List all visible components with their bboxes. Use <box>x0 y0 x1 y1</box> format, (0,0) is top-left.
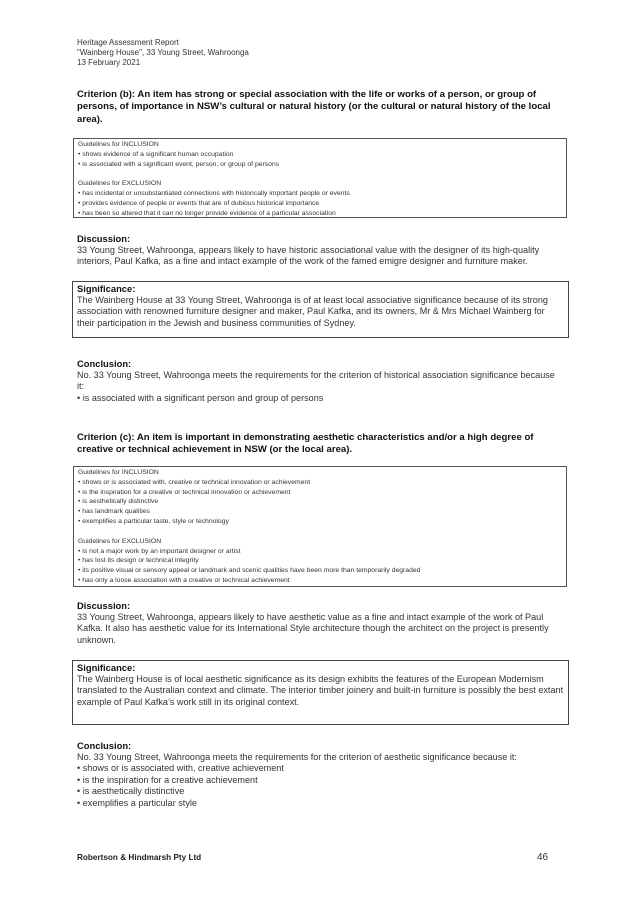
page-number: 46 <box>537 852 549 863</box>
list-item: • is aesthetically distinctive <box>78 497 563 507</box>
list-item: • shows or is associated with, creative or technical innovation or achievement <box>78 478 563 488</box>
list-item: • has only a loose association with a creative or technical achievement <box>78 576 563 586</box>
list-item: • has been so altered that it can no longer provide evidence of a particular association <box>78 209 563 219</box>
inclusion-list <box>78 478 563 527</box>
list-item: • its positive visual or sensory appeal or landmark and scenic qualities have been more than temporarily degraded <box>78 566 563 576</box>
list-item: • is the inspiration for a creative or technical innovation or achievement <box>78 488 563 498</box>
conclusion-text: No. 33 Young Street, Wahroonga meets the requirements for the criterion of aesthetic significance because it: <box>77 751 517 762</box>
list-item: • exemplifies a particular style <box>77 798 563 810</box>
list-item: • has incidental or unsubstantiated connections with historically important people or events <box>78 189 563 199</box>
conclusion-title: Conclusion: <box>77 358 132 369</box>
list-item: • is the inspiration for a creative achievement <box>77 775 563 787</box>
criterion-c-heading: Criterion (c): An item is important in demonstrating aesthetic characteristics and/or a high degree of creative or technical achievement in NSW (or the local area). <box>77 432 534 456</box>
criterion-c-guidelines-box <box>73 466 567 587</box>
running-header <box>77 38 249 68</box>
conclusion-list <box>77 763 563 809</box>
list-item: • exemplifies a particular taste, style or technology <box>78 517 563 527</box>
inclusion-list <box>78 150 563 170</box>
criterion-c-conclusion <box>77 740 563 810</box>
list-item: • is associated with a significant event, person, or group of persons <box>78 160 563 170</box>
criterion-c-significance-box <box>72 660 569 725</box>
exclusion-title: Guidelines for EXCLUSION <box>78 180 162 188</box>
criterion-b-significance-box <box>72 281 569 338</box>
exclusion-list <box>78 547 563 586</box>
criterion-c-discussion <box>77 600 563 646</box>
list-item: • shows or is associated with, creative achievement <box>77 763 563 775</box>
conclusion-title: Conclusion: <box>77 740 132 751</box>
list-item: • shows evidence of a significant human occupation <box>78 150 563 160</box>
criterion-b-conclusion <box>77 358 563 404</box>
header-report-title: Heritage Assessment Report <box>77 38 179 47</box>
discussion-title: Discussion: <box>77 233 131 244</box>
exclusion-list <box>78 189 563 218</box>
list-item: • is associated with a significant person and group of persons <box>77 393 563 405</box>
criterion-b-guidelines-box <box>73 138 567 218</box>
discussion-text: 33 Young Street, Wahroonga, appears likely to have aesthetic value as a fine and intact example of the work of Paul Kafka. It also has aesthetic value for its International Style architecture though the architect on the project is presently unknown. <box>77 611 549 645</box>
header-date: 13 February 2021 <box>77 58 141 67</box>
criterion-b-discussion <box>77 233 563 268</box>
list-item: • provides evidence of people or events that are of dubious historical importance <box>78 199 563 209</box>
discussion-text: 33 Young Street, Wahroonga, appears likely to have historic associational value with the designer of its high-quality interiors, Paul Kafka, as a fine and intact example of the work of the famed emigre designer and furniture maker. <box>77 244 540 267</box>
significance-title: Significance: <box>77 662 136 673</box>
significance-text: The Wainberg House at 33 Young Street, Wahroonga is of at least local associative significance because of its strong association with renowned furniture designer and maker, Paul Kafka, and its owners, Mr & Mrs Michael Wainberg for their participation in the Jewish and business communities of Sydney. <box>77 294 548 328</box>
footer-company: Robertson & Hindmarsh Pty Ltd <box>77 853 202 862</box>
conclusion-text: No. 33 Young Street, Wahroonga meets the requirements for the criterion of historical association significance because it: <box>77 369 555 392</box>
list-item: • has landmark qualities <box>78 507 563 517</box>
inclusion-title: Guidelines for INCLUSION <box>78 141 159 148</box>
conclusion-list <box>77 393 563 405</box>
header-property: "Wainberg House", 33 Young Street, Wahroonga <box>77 48 249 57</box>
exclusion-title: Guidelines for EXCLUSION <box>78 537 162 545</box>
criterion-b-heading: Criterion (b): An item has strong or special association with the life or works of a person, or group of persons, of importance in NSW’s cultural or natural history (or the cultural or natural history of the local area). <box>77 89 551 125</box>
significance-text: The Wainberg House is of local aesthetic significance as its design exhibits the features of the European Modernism translated to the Australian context and climate. The interior timber joinery and built-in furniture is possibly the best extant example of Paul Kafka’s work still in its original context. <box>77 673 564 707</box>
significance-title: Significance: <box>77 283 136 294</box>
list-item: • has lost its design or technical integrity <box>78 556 563 566</box>
discussion-title: Discussion: <box>77 600 131 611</box>
list-item: • is aesthetically distinctive <box>77 786 563 798</box>
inclusion-title: Guidelines for INCLUSION <box>78 469 159 476</box>
list-item: • is not a major work by an important designer or artist <box>78 547 563 557</box>
